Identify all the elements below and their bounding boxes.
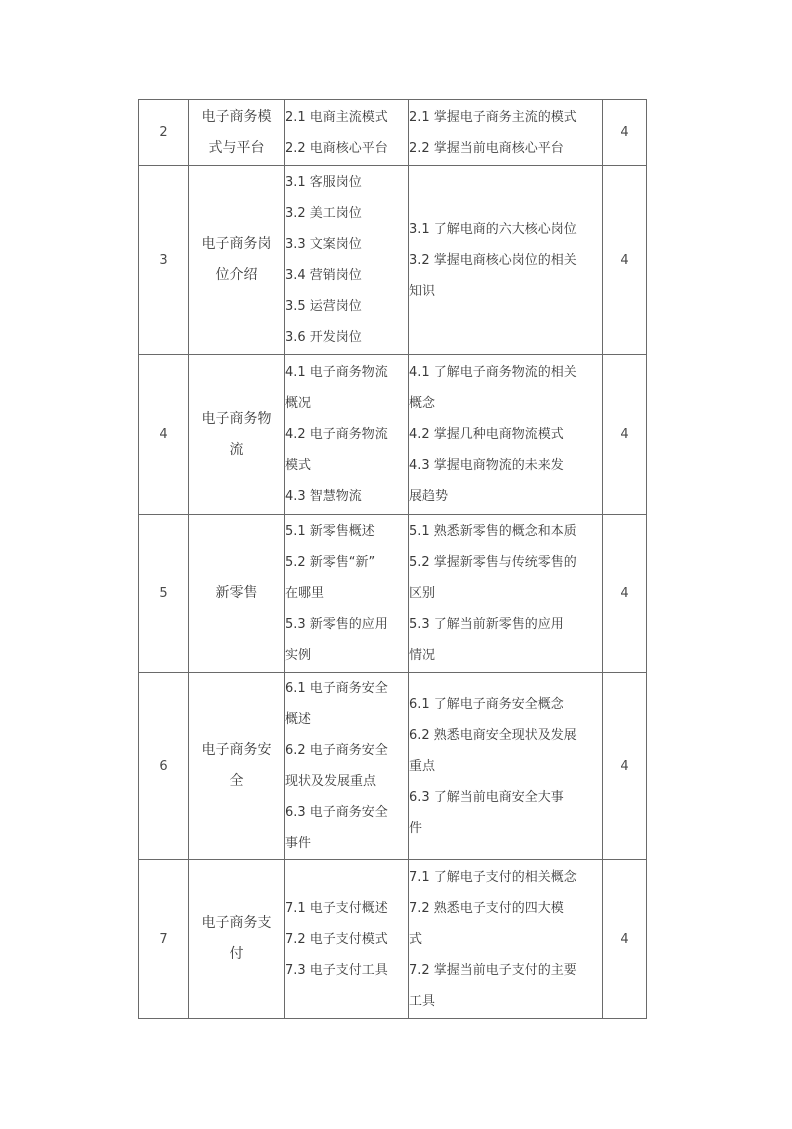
- learning-goals-line: 件: [409, 820, 423, 836]
- chapter-content-line: 7.2 电子支付模式: [285, 931, 388, 947]
- learning-goals-line: 6.2 熟悉电商安全现状及发展: [409, 727, 577, 743]
- chapter-content-line: 5.3 新零售的应用: [285, 617, 388, 632]
- learning-goals-cell: [409, 515, 603, 673]
- chapter-content-line: 6.3 电子商务安全: [285, 805, 388, 820]
- row-number-cell: 4: [139, 355, 189, 515]
- chapter-title-line: 位介绍: [215, 267, 258, 283]
- chapter-content-line: 3.6 开发岗位: [285, 330, 362, 345]
- learning-goals-line: 4.2 掌握几种电商物流模式: [409, 427, 564, 442]
- learning-goals-line: 7.1 了解电子支付的相关概念: [409, 869, 577, 885]
- learning-goals-line: 2.2 掌握当前电商核心平台: [409, 140, 564, 156]
- chapter-content-line: 3.1 客服岗位: [285, 175, 362, 190]
- learning-goals-line: 7.2 熟悉电子支付的四大模: [409, 900, 564, 916]
- learning-goals-line: 情况: [409, 648, 436, 663]
- table-row: [139, 860, 647, 1019]
- learning-goals-line: 2.1 掌握电子商务主流的模式: [409, 109, 577, 125]
- learning-goals-cell: [409, 355, 603, 515]
- class-hours-cell: 4: [603, 355, 647, 515]
- chapter-title-line: 付: [229, 946, 244, 962]
- table-row: [139, 515, 647, 673]
- chapter-content-cell: [285, 100, 409, 166]
- class-hours-cell: 4: [603, 515, 647, 673]
- chapter-content-cell: [285, 355, 409, 515]
- class-hours-cell: 4: [603, 860, 647, 1019]
- chapter-title-cell: [189, 860, 285, 1019]
- chapter-content-cell: [285, 860, 409, 1019]
- table-row: [139, 355, 647, 515]
- learning-goals-line: 5.1 熟悉新零售的概念和本质: [409, 524, 577, 539]
- learning-goals-cell: [409, 100, 603, 166]
- class-hours-cell: 4: [603, 100, 647, 166]
- row-number-cell: 7: [139, 860, 189, 1019]
- learning-goals-line: 4.1 了解电子商务物流的相关: [409, 365, 577, 380]
- chapter-content-line: 3.4 营销岗位: [285, 268, 362, 283]
- chapter-title-line: 电子商务模: [201, 108, 272, 125]
- table-row: [139, 100, 647, 166]
- chapter-content-line: 4.1 电子商务物流: [285, 365, 388, 380]
- row-number-cell: 5: [139, 515, 189, 673]
- chapter-title-cell: [189, 166, 285, 355]
- chapter-title-line: 全: [229, 773, 244, 789]
- chapter-content-line: 4.3 智慧物流: [285, 489, 362, 504]
- chapter-content-line: 在哪里: [285, 586, 325, 601]
- learning-goals-line: 7.2 掌握当前电子支付的主要: [409, 962, 577, 978]
- chapter-title-line: 流: [229, 441, 244, 458]
- class-hours-cell: 4: [603, 673, 647, 860]
- row-number-cell: 6: [139, 673, 189, 860]
- chapter-content-line: 5.2 新零售“新”: [285, 555, 376, 570]
- chapter-title-line: 式与平台: [208, 139, 265, 156]
- chapter-content-line: 事件: [285, 836, 312, 851]
- learning-goals-line: 工具: [409, 993, 436, 1009]
- syllabus-table-body: [139, 100, 647, 1019]
- chapter-title-cell: [189, 100, 285, 166]
- row-number-cell: 3: [139, 166, 189, 355]
- learning-goals-line: 4.3 掌握电商物流的未来发: [409, 458, 564, 473]
- chapter-content-line: 4.2 电子商务物流: [285, 427, 388, 442]
- chapter-content-line: 6.2 电子商务安全: [285, 743, 388, 758]
- class-hours-cell: 4: [603, 166, 647, 355]
- chapter-content-line: 实例: [285, 648, 312, 663]
- learning-goals-cell: [409, 673, 603, 860]
- chapter-content-cell: [285, 515, 409, 673]
- learning-goals-line: 5.3 了解当前新零售的应用: [409, 617, 564, 632]
- chapter-content-cell: [285, 166, 409, 355]
- learning-goals-cell: [409, 166, 603, 355]
- learning-goals-line: 3.1 了解电商的六大核心岗位: [409, 221, 577, 237]
- chapter-title-line: 电子商务物: [201, 410, 272, 427]
- chapter-title-line: 电子商务岗: [201, 236, 272, 252]
- learning-goals-line: 重点: [409, 758, 436, 774]
- chapter-content-line: 6.1 电子商务安全: [285, 681, 388, 696]
- chapter-content-line: 2.2 电商核心平台: [285, 140, 388, 156]
- learning-goals-line: 5.2 掌握新零售与传统零售的: [409, 555, 577, 570]
- chapter-content-line: 现状及发展重点: [285, 774, 377, 789]
- learning-goals-line: 6.3 了解当前电商安全大事: [409, 789, 564, 805]
- learning-goals-line: 式: [409, 931, 423, 947]
- learning-goals-line: 知识: [409, 283, 436, 299]
- chapter-content-line: 概况: [285, 396, 312, 411]
- chapter-content-line: 7.3 电子支付工具: [285, 962, 388, 978]
- chapter-title-line: 电子商务支: [201, 915, 272, 931]
- chapter-title-cell: [189, 355, 285, 515]
- chapter-content-line: 模式: [285, 458, 312, 473]
- chapter-title-cell: [189, 673, 285, 860]
- chapter-content-line: 3.5 运营岗位: [285, 299, 362, 314]
- chapter-title-cell: [189, 515, 285, 673]
- chapter-title-line: 新零售: [215, 585, 258, 601]
- syllabus-table: [138, 99, 647, 1019]
- chapter-title-line: 电子商务安: [201, 742, 272, 758]
- chapter-content-cell: [285, 673, 409, 860]
- row-number-cell: 2: [139, 100, 189, 166]
- learning-goals-line: 3.2 掌握电商核心岗位的相关: [409, 252, 577, 268]
- learning-goals-line: 展趋势: [409, 489, 449, 504]
- chapter-content-line: 7.1 电子支付概述: [285, 900, 388, 916]
- chapter-content-line: 2.1 电商主流模式: [285, 109, 388, 125]
- chapter-content-line: 5.1 新零售概述: [285, 524, 375, 539]
- learning-goals-line: 6.1 了解电子商务安全概念: [409, 696, 564, 712]
- learning-goals-line: 概念: [409, 396, 436, 411]
- chapter-content-line: 3.3 文案岗位: [285, 237, 362, 252]
- learning-goals-cell: [409, 860, 603, 1019]
- chapter-content-line: 3.2 美工岗位: [285, 206, 362, 221]
- chapter-content-line: 概述: [285, 712, 312, 727]
- table-row: [139, 673, 647, 860]
- learning-goals-line: 区别: [409, 586, 436, 601]
- table-row: [139, 166, 647, 355]
